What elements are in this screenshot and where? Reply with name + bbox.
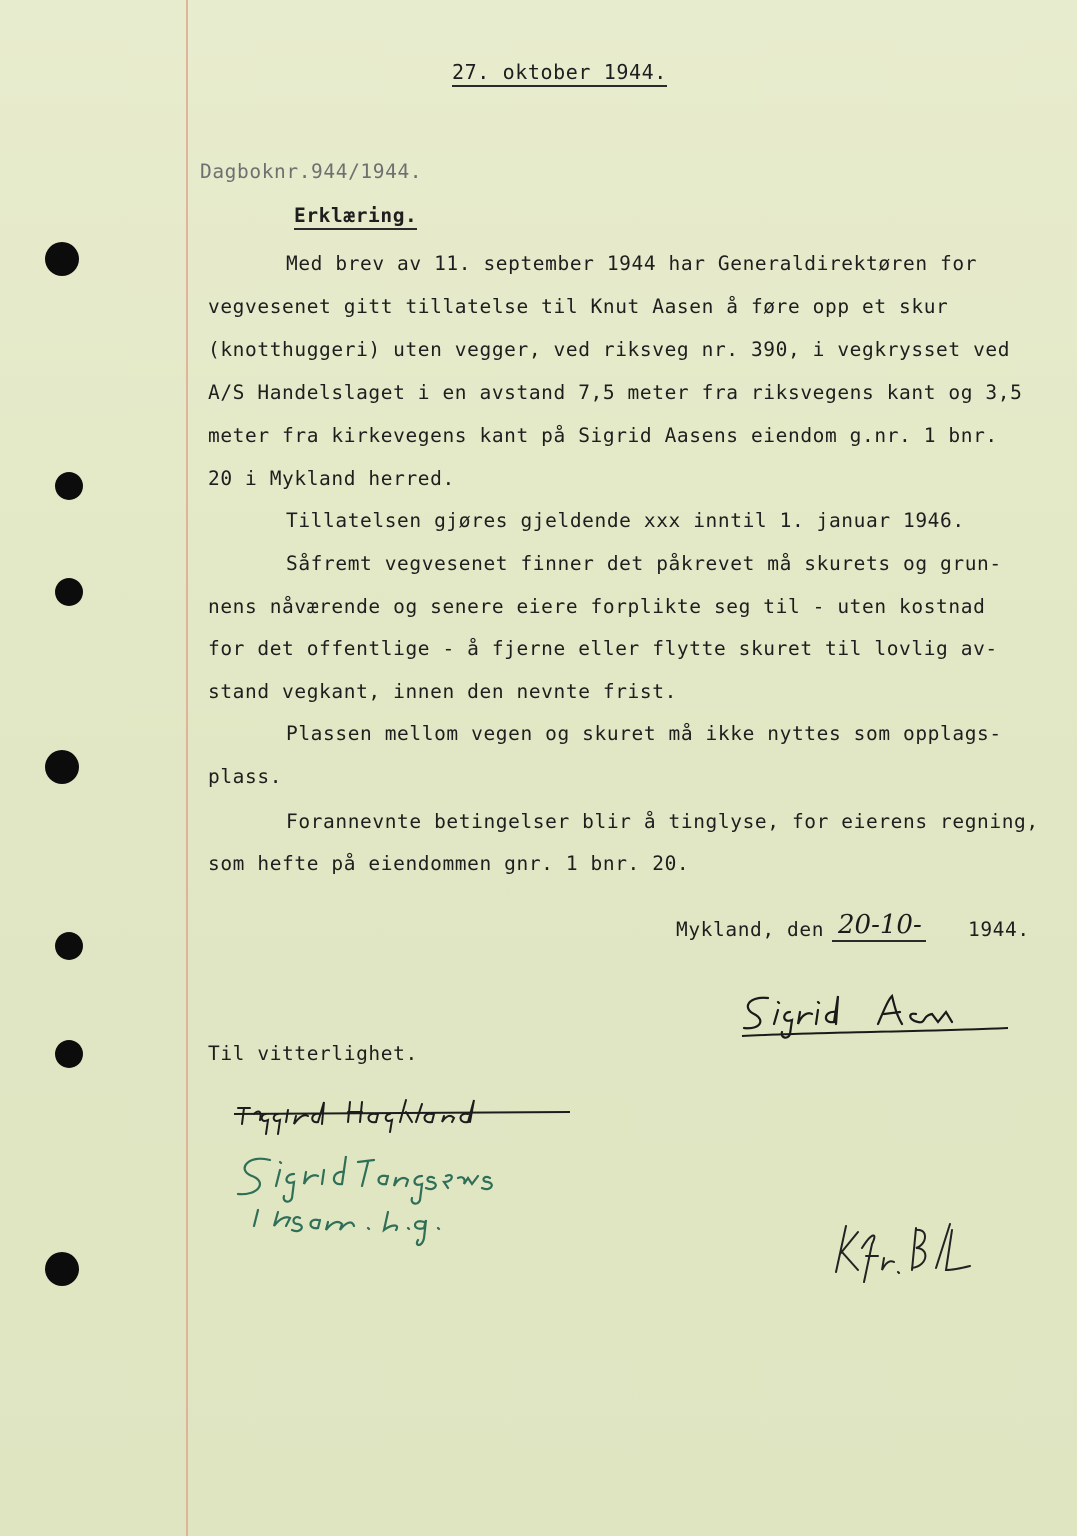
body-line: 20 i Mykland herred. bbox=[208, 467, 455, 490]
place-date-prefix: Mykland, den bbox=[676, 918, 825, 941]
margin-note-kfr bbox=[832, 1218, 982, 1288]
punch-hole bbox=[55, 1040, 83, 1068]
witness-signature-crossed bbox=[230, 1080, 580, 1140]
document-date: 27. oktober 1944. bbox=[452, 60, 667, 87]
witness-signature-green bbox=[228, 1148, 558, 1258]
body-line: meter fra kirkevegens kant på Sigrid Aasens eiendom g.nr. 1 bnr. bbox=[208, 424, 998, 447]
body-line: plass. bbox=[208, 765, 283, 788]
body-line: stand vegkant, innen den nevnte frist. bbox=[208, 680, 677, 703]
body-line: Såfremt vegvesenet finner det påkrevet må skurets og grun- bbox=[286, 552, 1002, 575]
handwritten-date: 20-10- bbox=[832, 910, 926, 942]
body-line: Plassen mellom vegen og skuret må ikke nyttes som opplags- bbox=[286, 722, 1002, 745]
signature-sigrid-aasen bbox=[738, 990, 1018, 1040]
body-line: Tillatelsen gjøres gjeldende xxx inntil 1. januar 1946. bbox=[286, 509, 965, 532]
punch-hole bbox=[45, 750, 79, 784]
witness-label: Til vitterlighet. bbox=[208, 1042, 418, 1065]
heading: Erklæring. bbox=[294, 204, 417, 230]
punch-hole bbox=[45, 1252, 79, 1286]
body-line: for det offentlige - å fjerne eller flytte skuret til lovlig av- bbox=[208, 637, 998, 660]
punch-hole bbox=[55, 472, 83, 500]
body-line: Med brev av 11. september 1944 har Generaldirektøren for bbox=[286, 252, 978, 275]
punch-hole bbox=[55, 578, 83, 606]
punch-hole bbox=[55, 932, 83, 960]
body-line: Forannevnte betingelser blir å tinglyse, for eierens regning, bbox=[286, 810, 1039, 833]
body-line: (knotthuggeri) uten vegger, ved riksveg nr. 390, i vegkrysset ved bbox=[208, 338, 1011, 361]
dagbok-number: Dagboknr.944/1944. bbox=[200, 160, 423, 183]
body-line: som hefte på eiendommen gnr. 1 bnr. 20. bbox=[208, 852, 690, 875]
body-line: vegvesenet gitt tillatelse til Knut Aasen å føre opp et skur bbox=[208, 295, 949, 318]
punch-hole bbox=[45, 242, 79, 276]
place-date-year: 1944. bbox=[968, 918, 1030, 941]
body-line: nens nåværende og senere eiere forplikte seg til - uten kostnad bbox=[208, 595, 986, 618]
margin-rule bbox=[186, 0, 188, 1536]
body-line: A/S Handelslaget i en avstand 7,5 meter fra riksvegens kant og 3,5 bbox=[208, 381, 1023, 404]
